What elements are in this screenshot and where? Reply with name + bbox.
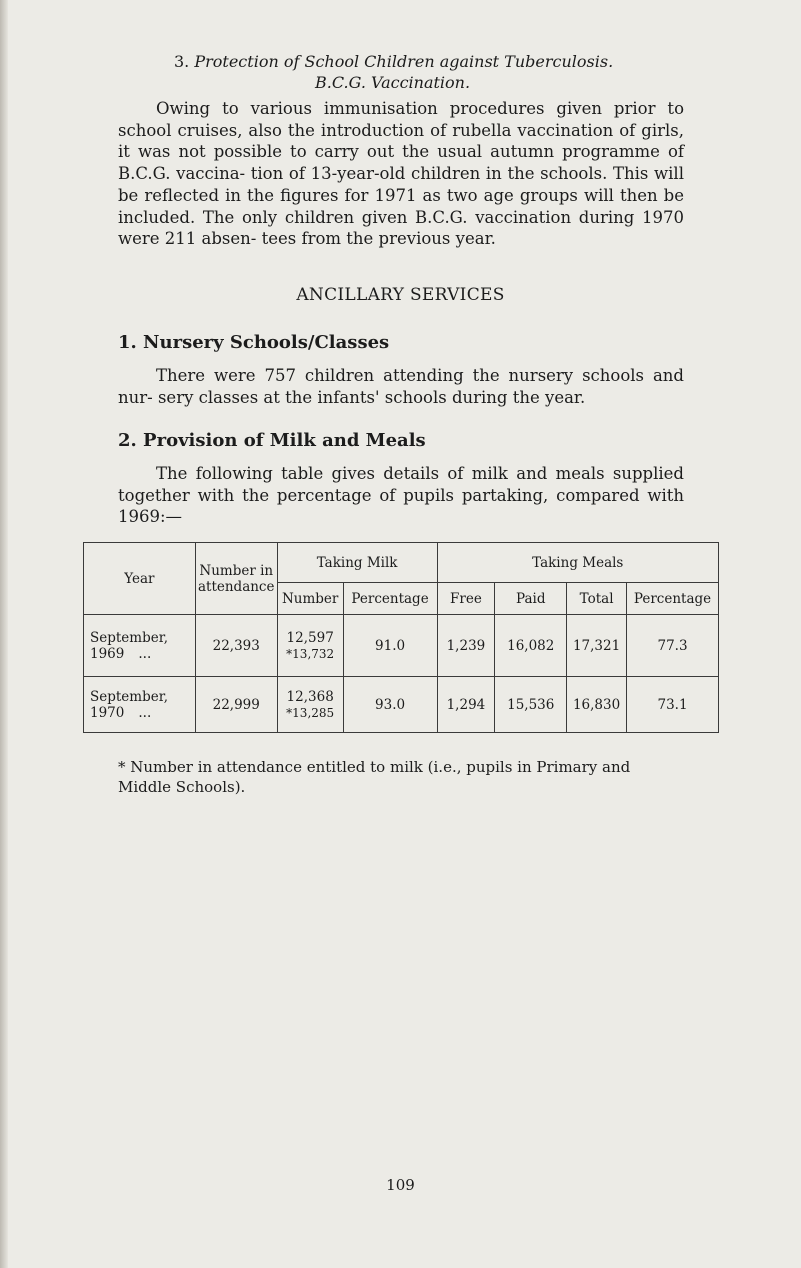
table-row (84, 677, 719, 733)
table-row (84, 615, 719, 677)
header-taking-meals: Taking Meals (437, 543, 719, 583)
cell-meals-percentage: 73.1 (627, 677, 719, 733)
cell-paid: 16,082 (495, 615, 567, 677)
cell-milk-number: 12,597 *13,732 (277, 615, 343, 677)
header-attendance: Number in attendance (195, 543, 277, 615)
cell-milk-percentage: 91.0 (343, 615, 437, 677)
cell-milk-number: 12,368 *13,285 (277, 677, 343, 733)
header-paid: Paid (495, 583, 567, 615)
cell-year: September, 1969 ... (84, 615, 196, 677)
page-number: 109 (386, 1176, 415, 1194)
section-subtitle: B.C.G. Vaccination. (315, 73, 471, 92)
header-meals-percentage: Percentage (627, 583, 719, 615)
table-footnote: * Number in attendance entitled to milk (i.e., pupils in Primary and Middle Schools). (118, 758, 631, 796)
nursery-paragraph: There were 757 children attending the nursery schools and nur- sery classes at the infants' schools during the year. (118, 366, 684, 407)
header-year: Year (84, 543, 196, 615)
milk-meals-heading: 2. Provision of Milk and Meals (118, 430, 426, 451)
bcg-paragraph-block (118, 98, 684, 250)
cell-attendance: 22,999 (195, 677, 277, 733)
ancillary-heading: ANCILLARY SERVICES (296, 285, 505, 305)
cell-total: 16,830 (567, 677, 627, 733)
cell-free: 1,239 (437, 615, 495, 677)
cell-total: 17,321 (567, 615, 627, 677)
section-number: 3. (174, 52, 190, 71)
milk-meals-table (83, 542, 719, 733)
milk-paragraph-block (118, 463, 684, 528)
bcg-paragraph: Owing to various immunisation procedures given prior to school cruises, also the introduction of rubella vaccination of girls, it was not possible to carry out the usual autumn programme of B.C.G. vaccina- tion of 13-year-old children in the schools. This will be reflected in the figures for 1971 as two age groups will then be included. The only children given B.C.G. vaccination during 1970 were 211 absen- tees from the previous year. (118, 99, 684, 249)
section-title (174, 52, 613, 72)
cell-paid: 15,536 (495, 677, 567, 733)
section-title-text: Protection of School Children against Tuberculosis. (194, 52, 614, 71)
cell-milk-percentage: 93.0 (343, 677, 437, 733)
header-milk-percentage: Percentage (343, 583, 437, 615)
cell-attendance: 22,393 (195, 615, 277, 677)
page-binding-edge (0, 0, 8, 1268)
header-taking-milk: Taking Milk (277, 543, 437, 583)
nursery-heading: 1. Nursery Schools/Classes (118, 332, 390, 353)
cell-meals-percentage: 77.3 (627, 615, 719, 677)
header-milk-number: Number (277, 583, 343, 615)
header-total: Total (567, 583, 627, 615)
nursery-paragraph-block (118, 365, 684, 408)
cell-free: 1,294 (437, 677, 495, 733)
cell-year: September, 1970 ... (84, 677, 196, 733)
milk-paragraph: The following table gives details of milk and meals supplied together with the percentage of pupils partaking, compared with 1969:— (118, 464, 684, 527)
header-free: Free (437, 583, 495, 615)
